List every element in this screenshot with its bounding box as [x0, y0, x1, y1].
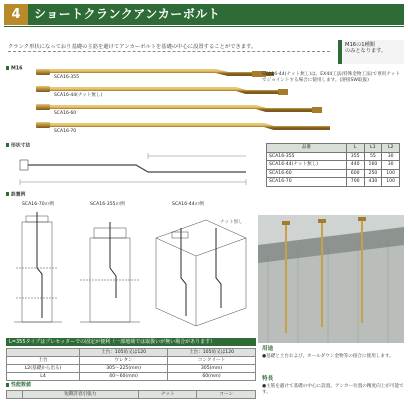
spec-header: 品番 — [267, 144, 347, 153]
note-line-2: のみとなります。 — [345, 48, 387, 55]
features-body: ●主筋を避けて基礎の中心に設置。アンカー位置の精度向上が可能です。 — [262, 384, 404, 396]
drawing-sca16-355 — [80, 222, 140, 322]
spec-cell: 700 — [346, 178, 364, 187]
bottom-band: L=355タイプはプレセッターでの固定が便利（一部地域では取扱いが無い場合があります） — [6, 338, 256, 346]
drawing-sca16-70 — [14, 212, 62, 322]
page-header — [4, 4, 404, 25]
shape-section-label: 形状寸法 — [6, 143, 30, 149]
bolt-sca16-70 — [36, 122, 330, 128]
drawing-caption: SCA16-44の例 — [172, 202, 204, 207]
intro-underline — [8, 51, 330, 52]
installation-photo — [258, 215, 404, 343]
perf-header — [7, 391, 23, 399]
install-cell: ウレタン — [80, 357, 168, 365]
spec-cell: 440 — [346, 161, 364, 170]
perf-header: ナット — [138, 391, 197, 399]
install-header: 土台：105角又は120 — [80, 349, 168, 357]
install-table — [6, 348, 256, 381]
perf-header: コーン — [197, 391, 256, 399]
spec-cell: 600 — [346, 169, 364, 178]
install-cell: 土台 — [7, 357, 80, 365]
bolt-description: SCA16-44(ナット無し)は、EX44工法(特殊金物工法)で専用ナットでジョイントする場合に使用します。(溶接SW取扱) — [262, 72, 400, 84]
table-row — [7, 365, 256, 373]
spec-cell: 30 — [382, 152, 400, 161]
drawing-note: ナット無し — [220, 220, 243, 225]
spec-cell: 100 — [382, 169, 400, 178]
note-line-1: M16の1種類 — [345, 42, 375, 48]
spec-cell: 30 — [382, 161, 400, 170]
bolt-sca16-60 — [36, 104, 322, 113]
installation-drawings — [6, 198, 254, 334]
spec-header: L1 — [364, 144, 382, 153]
spec-cell: SCA16-355 — [267, 152, 347, 161]
install-cell: L2(基礎から出る) — [7, 365, 80, 373]
header-rule — [4, 26, 404, 27]
spec-cell: 55 — [364, 152, 382, 161]
install-header: 土台：105角又は120 — [168, 349, 256, 357]
table-row — [7, 373, 256, 381]
spec-header: L2 — [382, 144, 400, 153]
spec-cell: SCA16-70 — [267, 178, 347, 187]
bolts-section-label: M16 — [6, 66, 22, 72]
spec-cell: 430 — [364, 178, 382, 187]
bolt-label: SCA16-355 — [54, 75, 80, 80]
spec-cell: SCA16-44(ナット無し) — [267, 161, 347, 170]
usage-section-label: 設置例 — [6, 192, 25, 198]
performance-title: 性能数値 — [6, 382, 31, 388]
note-box — [338, 40, 404, 64]
perf-header: 短期許容引張力 — [22, 391, 138, 399]
table-row — [267, 178, 400, 187]
drawing-sca16-44 — [156, 220, 246, 326]
spec-header: L — [346, 144, 364, 153]
table-row — [7, 357, 256, 365]
spec-cell: SCA16-60 — [267, 169, 347, 178]
drawing-caption: SCA16-355の例 — [90, 202, 125, 207]
usage-heading: 用途 — [262, 346, 274, 352]
performance-table — [6, 390, 256, 399]
install-header — [7, 349, 80, 357]
table-row — [267, 152, 400, 161]
bolt-label: SCA16-70 — [54, 129, 77, 134]
spec-cell: 100 — [382, 178, 400, 187]
spec-cell: 250 — [364, 169, 382, 178]
intro-text: クランク形状になっており基礎の主筋を避けてアンカーボルトを基礎の中心に設置することができます。 — [8, 44, 257, 50]
drawing-caption: SCA16-70の例 — [22, 202, 54, 207]
bolt-label: SCA16-44(ナット無し) — [54, 93, 103, 98]
install-cell: 305〜225(mm) — [80, 365, 168, 373]
usage-body: ●基礎と土台および、ホールダウン金物等の接合に使用します。 — [262, 354, 394, 359]
install-cell: 305(mm) — [168, 365, 256, 373]
bolt-label: SCA16-60 — [54, 111, 77, 116]
spec-cell: 355 — [346, 152, 364, 161]
table-row — [267, 169, 400, 178]
install-cell: コンクリート — [168, 357, 256, 365]
features-heading: 特長 — [262, 376, 274, 382]
spec-table — [266, 143, 400, 187]
shape-dimension-drawing — [16, 150, 256, 190]
install-cell: 60(mm) — [168, 373, 256, 381]
spec-cell: 160 — [364, 161, 382, 170]
page-title: ショートクランクアンカーボルト — [34, 7, 221, 21]
table-row — [267, 161, 400, 170]
section-number: 4 — [4, 4, 28, 25]
install-cell: L4 — [7, 373, 80, 381]
install-cell: 40〜60(mm) — [80, 373, 168, 381]
